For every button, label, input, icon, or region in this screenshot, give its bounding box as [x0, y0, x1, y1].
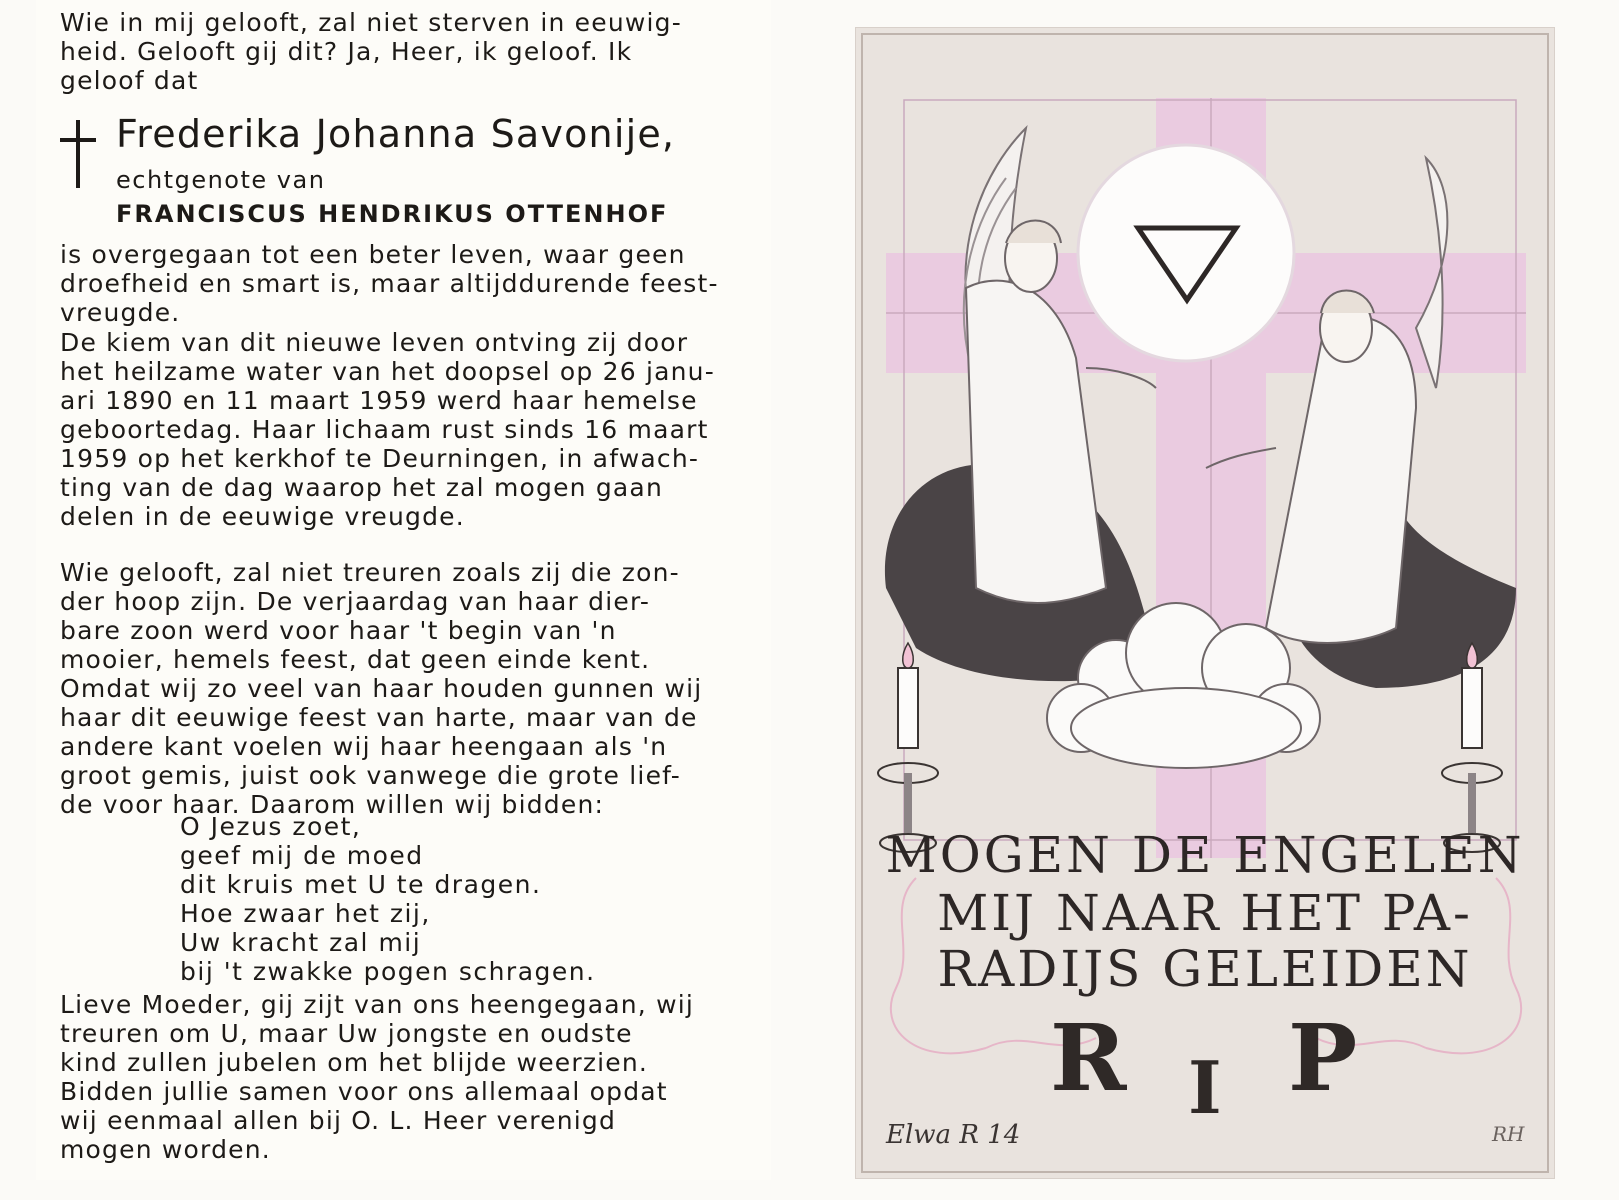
rip-letter: R [1050, 1004, 1127, 1112]
rip-letter: P [1288, 1004, 1358, 1112]
poem-line: geef mij de moed [180, 841, 424, 870]
poem-line: Hoe zwaar het zij, [180, 899, 431, 928]
poem-line: dit kruis met U te dragen. [180, 870, 542, 899]
intro-verse: Wie in mij gelooft, zal niet sterven in eeuwig- heid. Gelooft gij dit? Ja, Heer, ik geloof. Ik geloof dat [60, 8, 682, 95]
prayer-poem [180, 812, 596, 986]
motto-line: MOGEN DE ENGELEN [885, 826, 1525, 884]
spouse-label: echtgenote van [116, 166, 326, 194]
rip-letter: I [1188, 1045, 1222, 1130]
paragraph-life-dates: De kiem van dit nieuwe leven ontving zij door het heilzame water van het doopsel op 26 janu- ari 1890 en 11 maart 1959 werd haar hemelse geboortedag. Haar lichaam rust sinds 16 maart 1959 op het kerkhof te Deurningen, in afwach- ting van de dag waarop het zal mogen gaan delen in de eeuwige vreugde. [60, 328, 715, 531]
poem-line: bij 't zwakke pogen schragen. [180, 957, 596, 986]
paragraph-passing: is overgegaan tot een beter leven, waar geen droefheid en smart is, maar altijddurende feest- vreugde. [60, 240, 719, 327]
paragraph-faith: Wie gelooft, zal niet treuren zoals zij die zon- der hoop zijn. De verjaardag van haar dier- bare zoon werd voor haar 't begin van 'n mooier, hemels feest, dat geen einde kent. Omdat wij zo veel van haar houden gunnen wij haar dit eeuwige feest van harte, maar van de andere kant voelen wij haar heengaan als 'n groot gemis, juist ook vanwege die grote lief- de voor haar. Daarom willen wij bidden: [60, 558, 703, 819]
publisher-mark: Elwa R 14 [886, 1120, 1021, 1150]
host-circle [1078, 145, 1294, 361]
candle-left-icon [878, 643, 938, 852]
deceased-name: Frederika Johanna Savonije, [116, 112, 676, 156]
paragraph-farewell: Lieve Moeder, gij zijt van ons heengegaan, wij treuren om U, maar Uw jongste en oudste kind zullen jubelen om het blijde weerzien. Bidden jullie samen voor ons allemaal opdat wij eenmaal allen bij O. L. Heer verenigd mogen worden. [60, 990, 695, 1164]
artist-monogram: RH [1492, 1122, 1525, 1146]
cross-icon [60, 120, 96, 188]
poem-line: O Jezus zoet, [180, 812, 362, 841]
prayer-card-text [36, 0, 771, 1180]
motto-line: MIJ NAAR HET PA- [937, 884, 1473, 942]
poem-line: Uw kracht zal mij [180, 928, 422, 957]
angels-illustration [856, 28, 1554, 1178]
spouse-name: FRANCISCUS HENDRIKUS OTTENHOF [116, 200, 669, 228]
motto-line: RADIJS GELEIDEN [937, 940, 1473, 998]
devotional-picture-card [856, 28, 1554, 1178]
